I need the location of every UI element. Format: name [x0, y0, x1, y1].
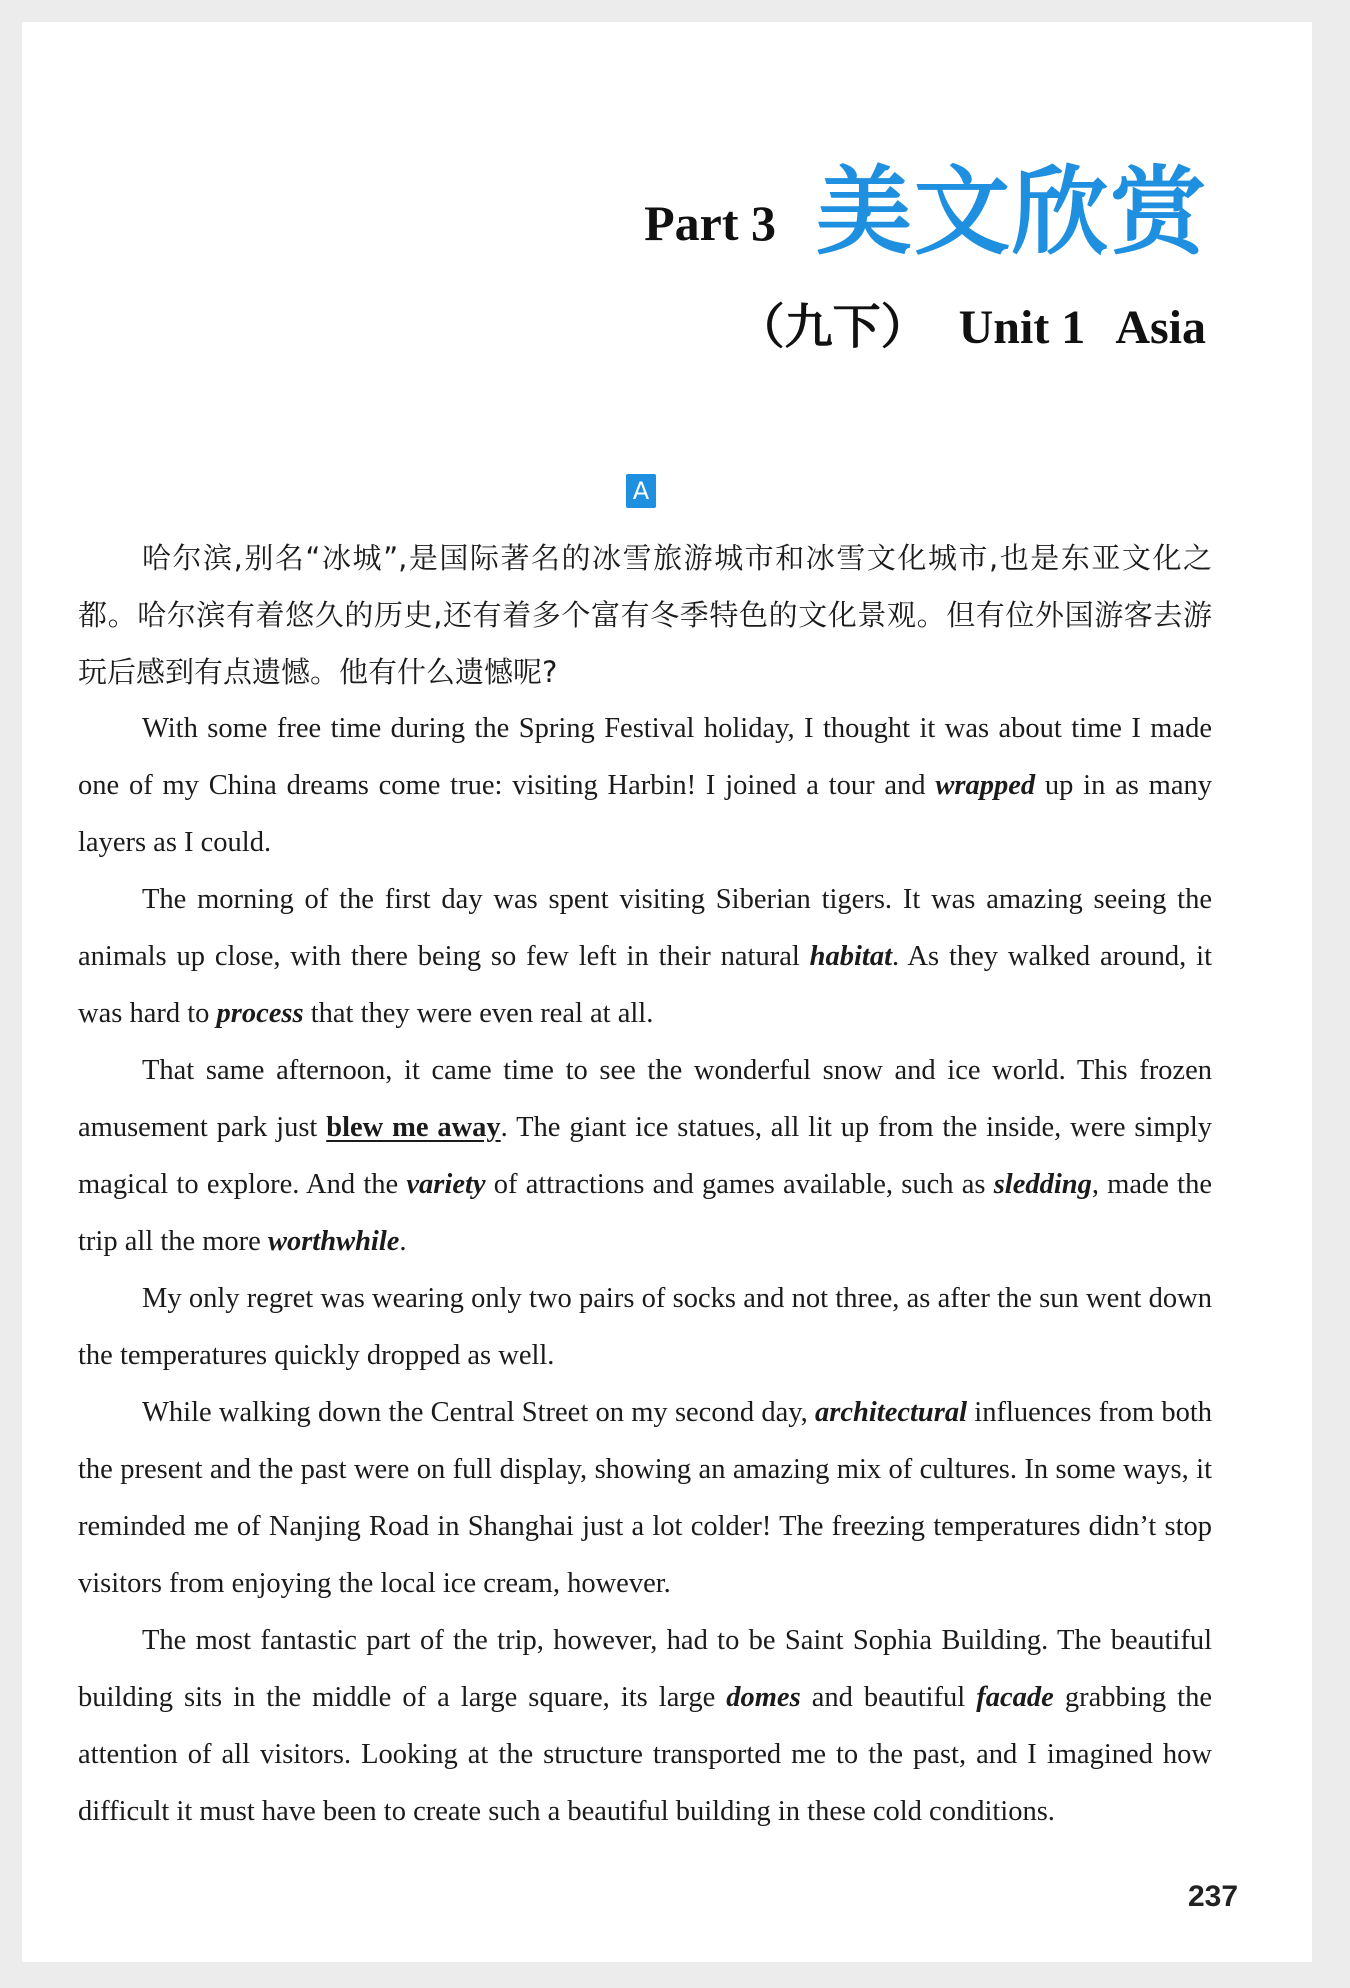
paragraph-text: up in as many layers as I could. — [78, 770, 1212, 858]
key-word: wrapped — [935, 770, 1036, 801]
paragraph-text: of attractions and games available, such as — [485, 1169, 994, 1200]
key-word: habitat — [809, 941, 892, 972]
key-word: blew me away — [326, 1112, 501, 1143]
paragraph-text: grabbing the attention of all visitors. Looking at the structure transported me to the past, and I imagined how difficult it must have been to create such a beautiful building in these cold conditions. — [78, 1682, 1212, 1827]
paragraph-text: . — [399, 1226, 407, 1257]
paragraph-text: . As they walked around, it was hard to — [78, 941, 1212, 1029]
part-label: Part 3 — [644, 195, 776, 251]
key-word: worthwhile — [267, 1226, 400, 1257]
page-number: 237 — [1188, 1880, 1239, 1913]
paragraph-text: . The giant ice statues, all lit up from the inside, were simply magical to explore. And the — [78, 1112, 1212, 1200]
key-word: process — [216, 998, 304, 1029]
unit-heading — [737, 288, 1206, 357]
page-sheet — [22, 22, 1312, 1962]
paragraph-text: My only regret was wearing only two pairs of socks and not three, as after the sun went down the temperatures quickly dropped as well. — [78, 1283, 1212, 1371]
paragraph-text: That same afternoon, it came time to see the wonderful snow and ice world. This frozen amusement park just — [78, 1055, 1212, 1143]
article-paragraph — [78, 1042, 1212, 1270]
unit-label: Unit 1 — [958, 301, 1086, 354]
part-title: 美文欣赏 — [816, 156, 1208, 268]
article-paragraph — [78, 871, 1212, 1042]
key-word: variety — [406, 1169, 486, 1200]
article-paragraph — [78, 1384, 1212, 1612]
article-paragraph — [78, 1270, 1212, 1384]
paragraph-text: influences from both the present and the past were on full display, showing an amazing mix of cultures. In some ways, it reminded me of Nanjing Road in Shanghai just a lot colder! The freezing temperatures didn’t stop visitors from enjoying the local ice cream, however. — [78, 1397, 1213, 1599]
section-badge: A — [626, 474, 656, 508]
key-word: domes — [726, 1682, 801, 1713]
unit-name: Asia — [1115, 301, 1206, 354]
key-word: facade — [976, 1682, 1054, 1713]
paragraph-text: that they were even real at all. — [303, 998, 654, 1029]
paragraph-text: and beautiful — [800, 1682, 977, 1713]
paragraph-text: The most fantastic part of the trip, however, had to be Saint Sophia Building. The beautiful building sits in the middle of a large square, its large — [78, 1625, 1212, 1713]
article-paragraph — [78, 700, 1212, 871]
intro-paragraph: 哈尔滨,别名“冰城”,是国际著名的冰雪旅游城市和冰雪文化城市,也是东亚文化之都。哈尔滨有着悠久的历史,还有着多个富有冬季特色的文化景观。但有位外国游客去游玩后感到有点遗憾。他有什么遗憾呢? — [78, 541, 1212, 689]
paragraph-text: The morning of the first day was spent visiting Siberian tigers. It was amazing seeing the animals up close, with there being so few left in their natural — [78, 884, 1212, 972]
article-paragraph — [78, 1612, 1212, 1840]
part-header — [644, 156, 1208, 268]
paragraph-text: While walking down the Central Street on my second day, — [142, 1397, 816, 1428]
paragraph-text: With some free time during the Spring Festival holiday, I thought it was about time I made one of my China dreams come true: visiting Harbin! I joined a tour and — [78, 713, 1212, 801]
article-body — [78, 700, 1212, 1840]
key-word: sledding — [993, 1169, 1092, 1200]
paragraph-text: , made the trip all the more — [78, 1169, 1212, 1257]
grade-label: （九下） — [736, 301, 929, 354]
key-word: architectural — [815, 1397, 968, 1428]
